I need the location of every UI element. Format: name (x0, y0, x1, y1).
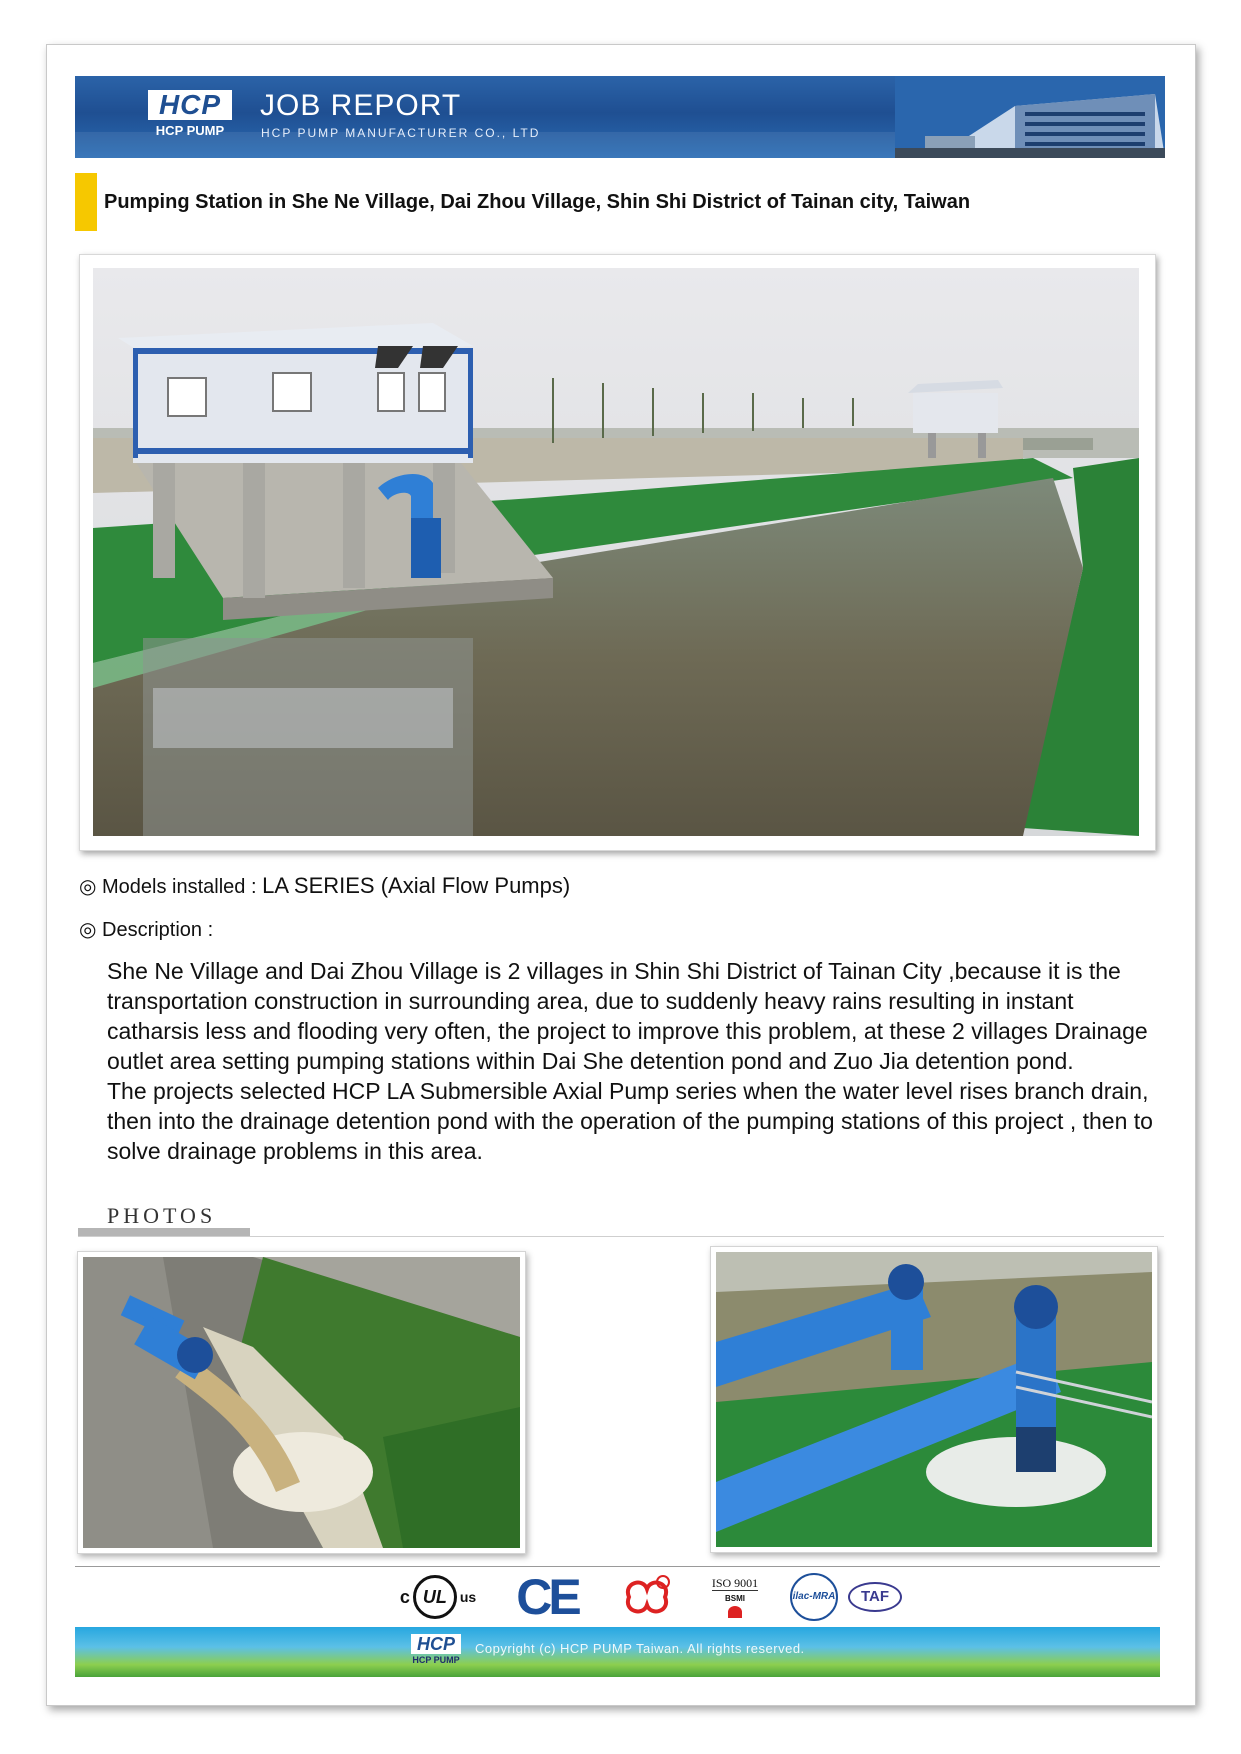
heading-accent-bar (75, 173, 97, 231)
footer-logo-sub: HCP PUMP (412, 1655, 460, 1665)
footer-bar (75, 1627, 1160, 1677)
ul-us: us (459, 1589, 477, 1605)
banner-subtitle: HCP PUMP MANUFACTURER CO., LTD (261, 126, 541, 140)
bullet-icon: ◎ (79, 876, 97, 898)
report-heading: Pumping Station in She Ne Village, Dai Zhou Village, Shin Shi District of Tainan city, Taiwan (104, 191, 971, 213)
ilac-mra-cert-icon (788, 1572, 840, 1622)
blue-discharge-pipes-photo (716, 1252, 1152, 1547)
outlet-discharge-photo (83, 1257, 520, 1548)
cns-cert-icon (617, 1572, 677, 1622)
description-line (79, 918, 213, 942)
taf-label: TAF (848, 1582, 902, 1612)
models-label: Models installed : (102, 876, 263, 898)
description-paragraph-2: The projects selected HCP LA Submersible Axial Pump series when the water level rises branch drain, then into the drainage detention pond with the operation of the pumping stations of this project , then to solve drainage problems in this area. (107, 1078, 1153, 1164)
photo-thumbnail-pipes (710, 1246, 1158, 1553)
taf-cert-icon (846, 1572, 904, 1622)
logo-mark: HCP (148, 90, 232, 120)
iso-sub: BSMI (725, 1594, 745, 1603)
banner-title: JOB REPORT (260, 89, 462, 122)
hcp-logo (148, 90, 232, 142)
bullet-icon: ◎ (79, 919, 97, 941)
photos-divider (78, 1236, 1164, 1237)
pumping-station-photo (93, 268, 1139, 836)
ul-c: c (399, 1586, 410, 1607)
footer-divider (75, 1566, 1160, 1567)
logo-sub: HCP PUMP (155, 123, 225, 138)
footer-logo-mark: HCP (411, 1634, 461, 1654)
factory-building-image (895, 76, 1165, 158)
iso-9001-cert-icon (700, 1572, 770, 1622)
bsmi-mark-icon (728, 1606, 742, 1618)
iso-label: ISO 9001 (711, 1576, 759, 1590)
footer-hcp-logo (411, 1634, 461, 1670)
description-paragraph-1: She Ne Village and Dai Zhou Village is 2 villages in Shin Shi District of Tainan City ,because it is the transportation construction in surrounding area, due to suddenly heavy rains resulting in instant catharsis less and flooding very often, the project to improve this problem, at these 2 villages Drainage outlet area setting pumping stations within Dai She detention pond and Zuo Jia detention pond. (107, 958, 1148, 1074)
photos-label: PHOTOS (107, 1203, 217, 1228)
models-value: LA SERIES (Axial Flow Pumps) (262, 873, 571, 898)
header-banner (75, 76, 1165, 158)
ce-cert-icon: CE (516, 1569, 578, 1625)
description-label: Description : (102, 919, 214, 941)
photo-thumbnail-outlet (77, 1251, 526, 1554)
ul-mark: UL (413, 1575, 457, 1619)
copyright-text: Copyright (c) HCP PUMP Taiwan. All rights reserved. (475, 1641, 805, 1656)
ul-cert-icon (392, 1572, 484, 1622)
models-line (79, 874, 570, 899)
main-photo-frame (79, 254, 1156, 851)
description-body (107, 956, 1157, 1166)
ilac-label: ilac-MRA (790, 1573, 838, 1621)
